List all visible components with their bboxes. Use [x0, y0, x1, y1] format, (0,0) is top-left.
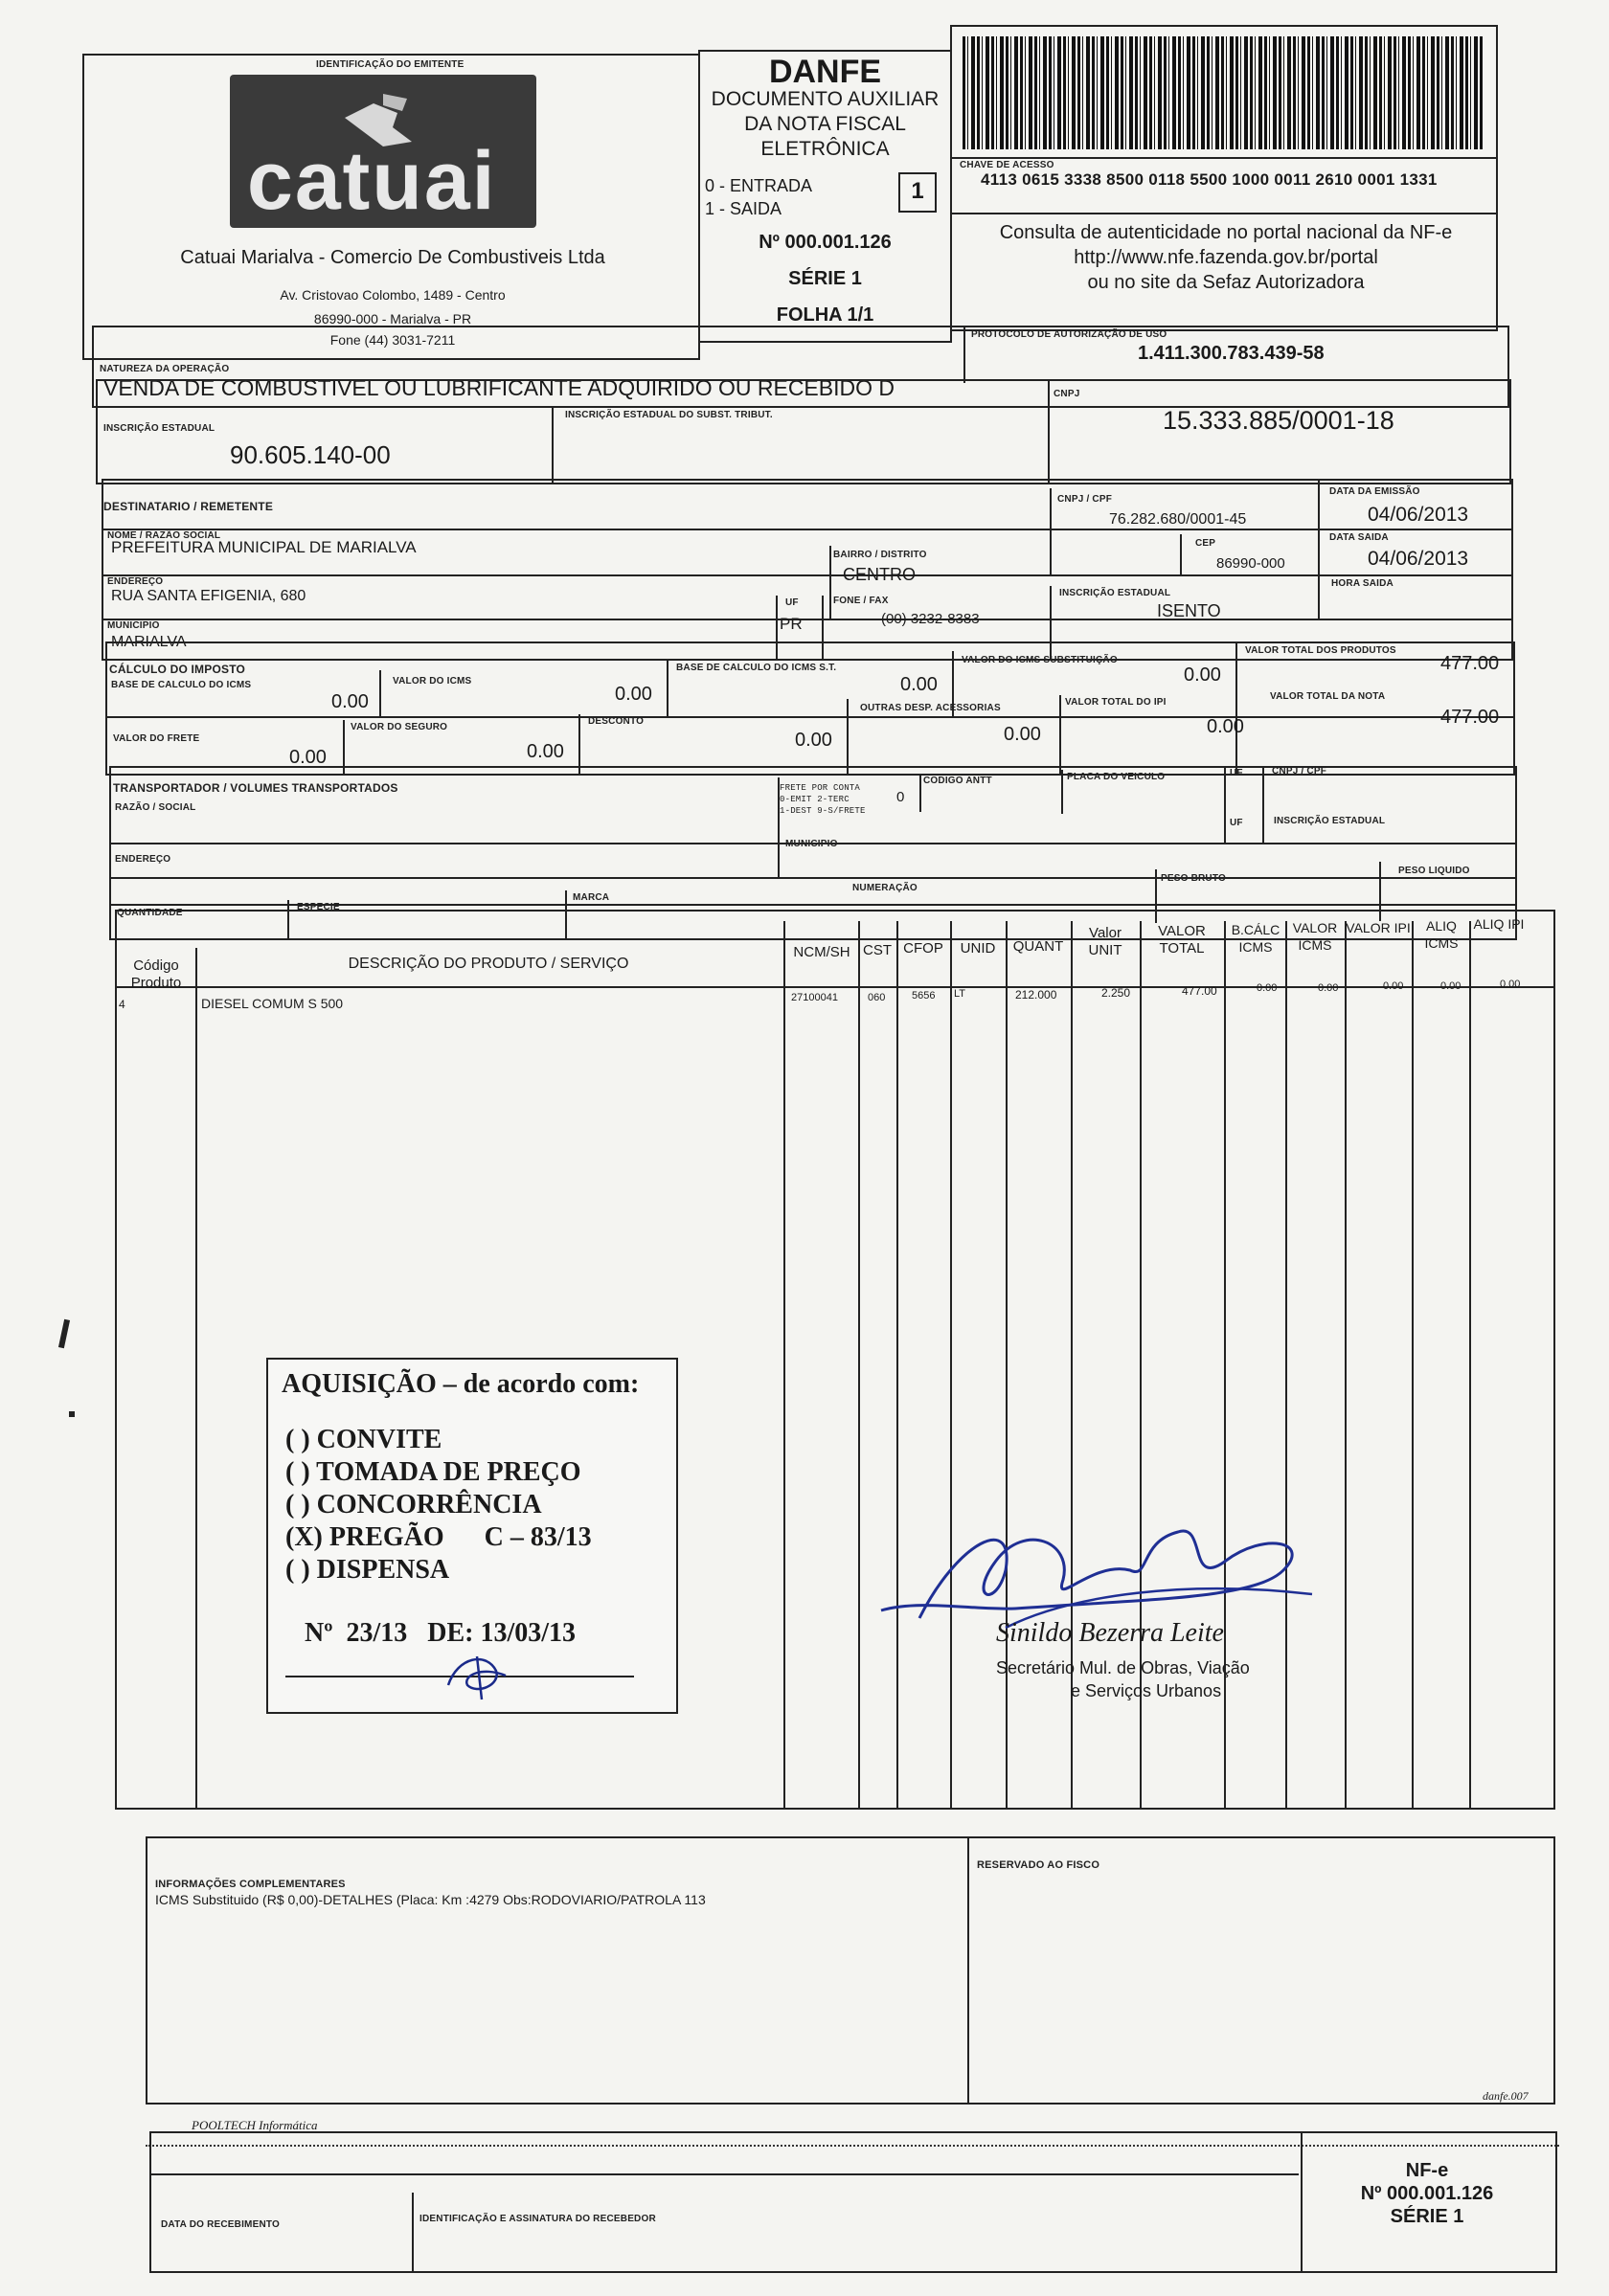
vendor-name: POOLTECH Informática	[192, 2118, 318, 2132]
transp-marca-label: MARCA	[573, 892, 610, 903]
outras: 0.00	[1004, 724, 1041, 745]
dest-endereco-label: ENDEREÇO	[107, 576, 164, 587]
chave-consulta3: ou no site da Sefaz Autorizadora	[1087, 272, 1365, 293]
col-vtotal: VALOR TOTAL	[1158, 923, 1206, 957]
dest-ie: ISENTO	[1157, 601, 1221, 620]
dest-data-emissao: 04/06/2013	[1368, 504, 1469, 526]
valor-st: 0.00	[1184, 664, 1221, 686]
transp-uf2-label: UF	[1230, 818, 1243, 828]
danfe-subtitle2: DA NOTA FISCAL	[744, 113, 906, 135]
dest-uf-label: UF	[785, 597, 799, 608]
col-unid: UNID	[960, 940, 996, 957]
canhoto-serie: SÉRIE 1	[1390, 2206, 1464, 2227]
col-vipi: VALOR IPI	[1346, 920, 1411, 935]
desconto: 0.00	[795, 730, 832, 751]
desconto-label: DESCONTO	[588, 716, 645, 727]
destinatario-section-label: DESTINATARIO / REMETENTE	[103, 500, 274, 513]
dest-bairro-label: BAIRRO / DISTRITO	[833, 550, 927, 560]
dest-cep-label: CEP	[1195, 538, 1216, 549]
dest-cep: 86990-000	[1216, 555, 1285, 572]
row-bcicms: 0.00	[1257, 982, 1278, 994]
table-row	[115, 979, 1555, 1015]
total-produtos-label: VALOR TOTAL DOS PRODUTOS	[1245, 645, 1396, 656]
valor-st-label: VALOR DO ICMS SUBSTITUIÇÃO	[962, 655, 1118, 665]
emitente-address2: 86990-000 - Marialva - PR	[313, 311, 472, 326]
stamp-numero: Nº 23/13 DE: 13/03/13	[305, 1618, 577, 1648]
transp-frete-conta-2: 0-EMIT 2-TERC	[780, 795, 850, 804]
inscricao-value: 90.605.140-00	[230, 440, 391, 469]
chave-consulta2: http://www.nfe.fazenda.gov.br/portal	[1074, 247, 1378, 268]
seguro: 0.00	[527, 741, 564, 762]
canhoto-data-label: DATA DO RECEBIMENTO	[161, 2219, 280, 2230]
col-ncm: NCM/SH	[793, 944, 850, 960]
stamp-line2: ( ) TOMADA DE PREÇO	[285, 1457, 581, 1487]
emitente-label: IDENTIFICAÇÃO DO EMITENTE	[316, 59, 465, 70]
ipi: 0.00	[1207, 716, 1244, 737]
company-logo	[230, 75, 536, 228]
transp-quantidade-label: QUANTIDADE	[117, 908, 183, 918]
chave-label: CHAVE DE ACESSO	[960, 160, 1054, 170]
chave-value: 4113 0615 3338 8500 0118 5500 1000 0011 2610 0001 1331	[981, 170, 1438, 189]
row-unid: LT	[954, 988, 966, 1000]
stamp-initials-icon	[439, 1647, 525, 1704]
chave-consulta1: Consulta de autenticidade no portal nacional da NF-e	[999, 222, 1453, 243]
seguro-label: VALOR DO SEGURO	[351, 722, 448, 732]
danfe-tipo: 1	[911, 178, 924, 204]
row-codigo: 4	[119, 998, 125, 1011]
base-icms-label: BASE DE CALCULO DO ICMS	[111, 680, 252, 690]
frete: 0.00	[289, 747, 327, 768]
danfe-numero: Nº 000.001.126	[759, 232, 892, 253]
col-codigo: Código Produto	[130, 957, 182, 991]
row-vicms: 0.00	[1318, 982, 1339, 994]
canhoto-nfe: NF-e	[1405, 2160, 1449, 2181]
row-vtotal: 477.00	[1182, 984, 1217, 998]
row-aliq-icms: 0.00	[1440, 980, 1462, 992]
canhoto-numero: Nº 000.001.126	[1360, 2183, 1494, 2204]
base-icms: 0.00	[331, 691, 369, 712]
transp-antt-label: CODIGO ANTT	[923, 776, 992, 786]
row-vipi: 0.00	[1383, 980, 1404, 992]
info-label: INFORMAÇÕES COMPLEMENTARES	[155, 1879, 346, 1890]
dest-data-saida-label: DATA SAIDA	[1329, 532, 1389, 543]
danfe-saida: 1 - SAIDA	[705, 199, 782, 218]
transp-razao-label: RAZÃO / SOCIAL	[115, 802, 196, 813]
row-cst: 060	[868, 992, 886, 1003]
dest-fone-label: FONE / FAX	[833, 596, 889, 606]
total-nota: 477.00	[1440, 707, 1500, 728]
stamp-title: AQUISIÇÃO – de acordo com:	[282, 1369, 640, 1399]
transp-ie-label: INSCRIÇÃO ESTADUAL	[1274, 816, 1386, 826]
stamp-line1: ( ) CONVITE	[285, 1425, 442, 1454]
inscricao-subst-label: INSCRIÇÃO ESTADUAL DO SUBST. TRIBUT.	[565, 410, 773, 420]
base-st-label: BASE DE CALCULO DO ICMS S.T.	[676, 663, 837, 673]
col-vicms: VALOR ICMS	[1292, 920, 1338, 953]
transp-peso-bruto-label: PESO BRUTO	[1161, 873, 1226, 884]
info-text: ICMS Substituido (R$ 0,00)-DETALHES (Placa: Km :4279 Obs:RODOVIARIO/PATROLA 113	[155, 1892, 706, 1907]
imposto-section-label: CÁLCULO DO IMPOSTO	[109, 663, 246, 676]
transp-municipio-label: MUNICIPIO	[785, 839, 838, 849]
total-produtos: 477.00	[1440, 653, 1500, 674]
transp-cnpj-label: CNPJ / CPF	[1272, 766, 1327, 777]
dest-endereco: RUA SANTA EFIGENIA, 680	[111, 588, 306, 604]
col-vunit: Valor UNIT	[1088, 925, 1122, 958]
dest-hora-label: HORA SAIDA	[1331, 578, 1394, 589]
dest-cnpj-label: CNPJ / CPF	[1057, 494, 1113, 505]
protocolo-label: PROTOCOLO DE AUTORIZAÇÃO DE USO	[971, 329, 1167, 340]
frete-label: VALOR DO FRETE	[113, 733, 200, 744]
danfe-title: DANFE	[768, 54, 882, 90]
natureza-value: VENDA DE COMBUSTIVEL OU LUBRIFICANTE ADQUIRIDO OU RECEBIDO D	[103, 375, 895, 400]
danfe-subtitle3: ELETRÔNICA	[760, 138, 890, 160]
valor-icms-label: VALOR DO ICMS	[393, 676, 472, 687]
col-descricao: DESCRIÇÃO DO PRODUTO / SERVIÇO	[348, 956, 629, 972]
stamp-line5: ( ) DISPENSA	[285, 1555, 450, 1585]
row-descricao: DIESEL COMUM S 500	[201, 996, 344, 1011]
signature-name: Sinildo Bezerra Leite	[996, 1618, 1224, 1648]
row-vunit: 2.250	[1101, 986, 1131, 1000]
margin-dot	[69, 1411, 75, 1417]
transp-frete-conta-value: 0	[896, 789, 905, 805]
dest-data-saida: 04/06/2013	[1368, 548, 1469, 570]
protocolo-value: 1.411.300.783.439-58	[1138, 343, 1325, 364]
logo-text: catuai	[247, 135, 497, 227]
col-aliq-icms: ALIQ ICMS	[1424, 918, 1459, 951]
inscricao-label: INSCRIÇÃO ESTADUAL	[103, 423, 215, 434]
transp-especie-label: ESPECIE	[297, 902, 340, 912]
row-cfop: 5656	[912, 990, 936, 1002]
dest-bairro: CENTRO	[843, 565, 916, 584]
transportador-section-label: TRANSPORTADOR / VOLUMES TRANSPORTADOS	[113, 781, 398, 795]
signature-role1: Secretário Mul. de Obras, Viação	[996, 1658, 1250, 1677]
transp-placa-label: PLACA DO VEICULO	[1067, 772, 1166, 782]
ipi-label: VALOR TOTAL DO IPI	[1065, 697, 1167, 708]
stamp-line4: (X) PREGÃO C – 83/13	[285, 1522, 592, 1552]
emitente-address1: Av. Cristovao Colombo, 1489 - Centro	[280, 287, 506, 303]
dest-municipio-label: MUNICIPIO	[107, 620, 160, 631]
danfe-subtitle1: DOCUMENTO AUXILIAR	[711, 88, 940, 110]
col-aliq-ipi: ALIQ IPI	[1473, 916, 1525, 932]
dest-municipio: MARIALVA	[111, 634, 187, 650]
emitente-name: Catuai Marialva - Comercio De Combustiveis Ltda	[180, 247, 605, 268]
total-nota-label: VALOR TOTAL DA NOTA	[1270, 691, 1386, 702]
dest-data-emissao-label: DATA DA EMISSÃO	[1329, 486, 1420, 497]
canhoto-ident-label: IDENTIFICAÇÃO E ASSINATURA DO RECEBEDOR	[419, 2214, 656, 2224]
dest-fone: (00) 3232-8383	[881, 611, 980, 627]
emitente-phone: Fone (44) 3031-7211	[329, 332, 456, 348]
emitente-cnpj-value: 15.333.885/0001-18	[1163, 406, 1394, 435]
dest-nome-label: NOME / RAZÃO SOCIAL	[107, 530, 221, 541]
destinatario-box	[102, 479, 1513, 661]
row-quant: 212.000	[1015, 988, 1057, 1002]
footer-code: danfe.007	[1483, 2089, 1529, 2103]
row-ncm: 27100041	[791, 992, 838, 1003]
signature-role2: e Serviços Urbanos	[1071, 1681, 1222, 1700]
valor-icms: 0.00	[615, 684, 652, 705]
transp-uf-label: UF	[1230, 768, 1243, 778]
transp-peso-liquido-label: PESO LIQUIDO	[1398, 866, 1470, 876]
dest-uf: PR	[780, 615, 803, 633]
col-cfop: CFOP	[903, 940, 943, 957]
col-cst: CST	[863, 942, 892, 958]
natureza-label: NATUREZA DA OPERAÇÃO	[100, 364, 230, 374]
stamp-line3: ( ) CONCORRÊNCIA	[285, 1490, 542, 1519]
dest-cnpj: 76.282.680/0001-45	[1109, 511, 1247, 528]
transp-frete-conta-3: 1-DEST 9-S/FRETE	[780, 806, 866, 816]
transp-frete-conta-1: FRETE POR CONTA	[780, 783, 861, 793]
danfe-serie: SÉRIE 1	[788, 268, 862, 289]
base-st: 0.00	[900, 674, 938, 695]
dest-ie-label: INSCRIÇÃO ESTADUAL	[1059, 588, 1171, 598]
fisco-label: RESERVADO AO FISCO	[977, 1859, 1100, 1871]
col-bcicms: B.CÁLC ICMS	[1231, 922, 1280, 955]
margin-mark	[58, 1319, 70, 1349]
danfe-entrada: 0 - ENTRADA	[705, 176, 813, 195]
transp-numeracao-label: NUMERAÇÃO	[852, 883, 918, 893]
emitente-cnpj-label: CNPJ	[1054, 389, 1080, 399]
info-box	[146, 1836, 1555, 2105]
aquisicao-stamp	[266, 1358, 678, 1714]
row-aliq-ipi: 0.00	[1500, 979, 1521, 990]
transp-endereco-label: ENDEREÇO	[115, 854, 171, 865]
danfe-folha: FOLHA 1/1	[776, 304, 874, 326]
col-quant: QUANT	[1012, 938, 1064, 955]
dest-nome: PREFEITURA MUNICIPAL DE MARIALVA	[111, 538, 417, 556]
outras-label: OUTRAS DESP. ACESSORIAS	[860, 703, 1001, 713]
barcode-icon	[963, 36, 1484, 149]
